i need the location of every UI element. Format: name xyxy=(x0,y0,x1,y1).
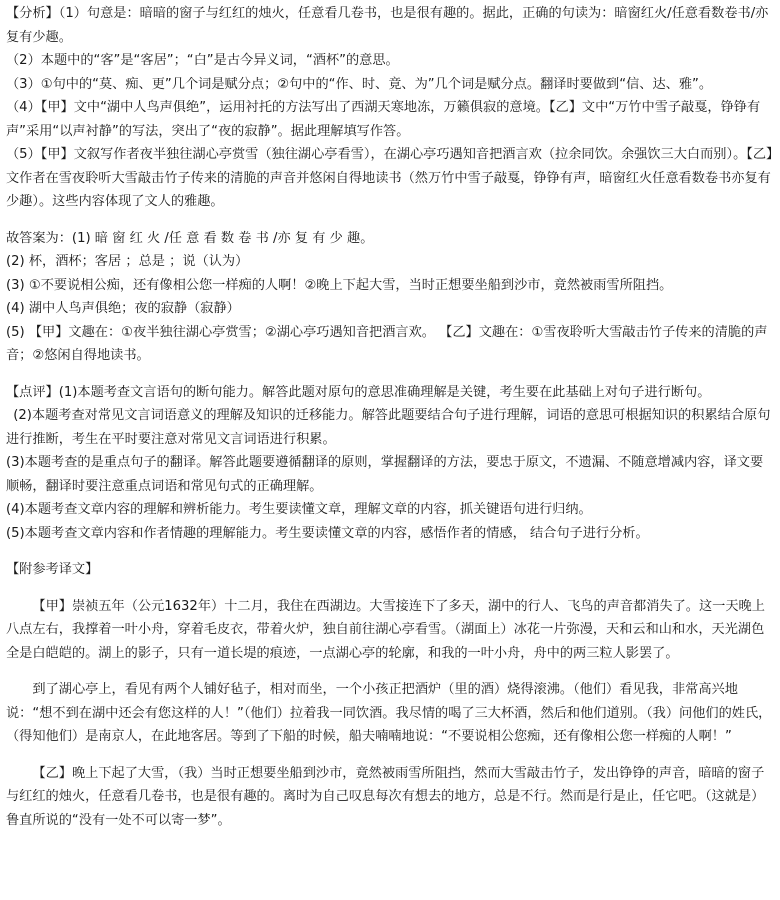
translation-paragraph-2: 到了湖心亭上，看见有两个人铺好毡子，相对而坐，一个小孩正把酒炉（里的酒）烧得滚沸。（他们）看见我，非常高兴地说：“想不到在湖中还会有您这样的人！”（他们）拉着我一同饮酒。我尽情的喝了三大杯酒，然后和他们道别。（我）问他们的姓氏，（得知他们）是南京人，在此地客居。等到了下船的时候，船夫喃喃地说：“不要说相公您痴，还有像相公您一样痴的人啊！” xyxy=(6,682,772,744)
analysis-paragraph-2: （2）本题中的“客”是“客居”；“白”是古今异义词，“酒杯”的意思。 xyxy=(6,53,399,68)
comment-paragraph-2: (2)本题考查对常见文言词语意义的理解及知识的迁移能力。解答此题要结合句子进行理解，词语的意思可根据知识的积累结合原句进行推断，考生在平时要注意对常见文言词语进行积累。 xyxy=(6,408,771,447)
answer-line-2: (2) 杯，酒杯；客居 ；总是 ；说（认为） xyxy=(6,254,249,269)
translation-paragraph-1: 【甲】崇祯五年（公元1632年）十二月，我住在西湖边。大雪接连下了多天，湖中的行人、飞鸟的声音都消失了。这一天晚上八点左右，我撑着一叶小舟，穿着毛皮衣，带着火炉，独自前往湖心亭看雪。（湖面上）冰花一片弥漫，天和云和山和水，天光湖色全是白皑皑的。湖上的影子，只有一道长堤的痕迹，一点湖心亭的轮廓，和我的一叶小舟，舟中的两三粒人影罢了。 xyxy=(6,598,765,661)
answer-line-1: 故答案为：(1) 暗 窗 红 火 /任 意 看 数 卷 书 /亦 复 有 少 趣。 xyxy=(6,230,374,246)
answer-section xyxy=(6,227,774,368)
comment-section xyxy=(6,381,774,546)
comment-paragraph-5: (5)本题考查文章内容和作者情趣的理解能力。考生要读懂文章的内容，感悟作者的情感， 结合句子进行分析。 xyxy=(6,525,649,541)
translation-section xyxy=(6,558,774,832)
analysis-paragraph-3: （3）①句中的“莫、痴、更”几个词是赋分点；②句中的“作、时、竟、为”几个词是赋分点。翻译时要做到“信、达、雅”。 xyxy=(6,76,713,92)
comment-paragraph-3: (3)本题考查的是重点句子的翻译。解答此题要遵循翻译的原则，掌握翻译的方法，要忠于原文，不遗漏、不随意增减内容，译文要顺畅，翻译时要注意重点词语和常见句式的正确理解。 xyxy=(6,455,764,494)
answer-line-3: (3) ①不要说相公痴，还有像相公您一样痴的人啊！②晚上下起大雪，当时正想要坐船到沙市，竟然被雨雪所阻挡。 xyxy=(6,277,673,293)
analysis-paragraph-4: （4）【甲】文中“湖中人鸟声俱绝”，运用衬托的方法写出了西湖天寒地冻，万籁俱寂的意境。【乙】文中“万竹中雪子敲戛，铮铮有声”采用“以声衬静”的写法，突出了“夜的寂静”。据此理解填写作答。 xyxy=(6,100,761,139)
analysis-section xyxy=(6,2,774,214)
analysis-paragraph-1: 【分析】（1）句意是：暗暗的窗子与红红的烛火，任意看几卷书，也是很有趣的。据此，正确的句读为：暗窗红火/任意看数卷书/亦复有少趣。 xyxy=(6,6,769,45)
comment-paragraph-4: (4)本题考查文章内容的理解和辨析能力。考生要读懂文章，理解文章的内容，抓关键语句进行归纳。 xyxy=(6,502,592,517)
translation-heading: 【附参考译文】 xyxy=(6,562,99,577)
comment-paragraph-1: 【点评】(1)本题考查文言语句的断句能力。解答此题对原句的意思准确理解是关键，考生要在此基础上对句子进行断句。 xyxy=(6,384,711,400)
answer-line-4: (4) 湖中人鸟声俱绝；夜的寂静（寂静） xyxy=(6,301,240,316)
analysis-paragraph-5: （5）【甲】文叙写作者夜半独往湖心亭赏雪（独往湖心亭看雪），在湖心亭巧遇知音把酒言欢（拉余同饮。余强饮三大白而别）。【乙】文作者在雪夜聆听大雪敲击竹子传来的清脆的声音并悠闲自得地读书（然万竹中雪子敲戛，铮铮有声，暗窗红火任意看数卷书亦复有少趣）。这些内容体现了文人的雅趣。 xyxy=(6,147,773,209)
translation-paragraph-3: 【乙】晚上下起了大雪，（我）当时正想要坐船到沙市，竟然被雨雪所阻挡，然而大雪敲击竹子，发出铮铮的声音，暗暗的窗子与红红的烛火，任意看几卷书，也是很有趣的。离时为自己叹息每次有想去的地方，总是不行。然而是行是止，任它吧。（这就是）鲁直所说的“没有一处不可以寄一梦”。 xyxy=(6,765,765,828)
answer-line-5: (5) 【甲】文趣在：①夜半独往湖心亭赏雪；②湖心亭巧遇知音把酒言欢。 【乙】文趣在：①雪夜聆听大雪敲击竹子传来的清脆的声音；②悠闲自得地读书。 xyxy=(6,324,768,363)
